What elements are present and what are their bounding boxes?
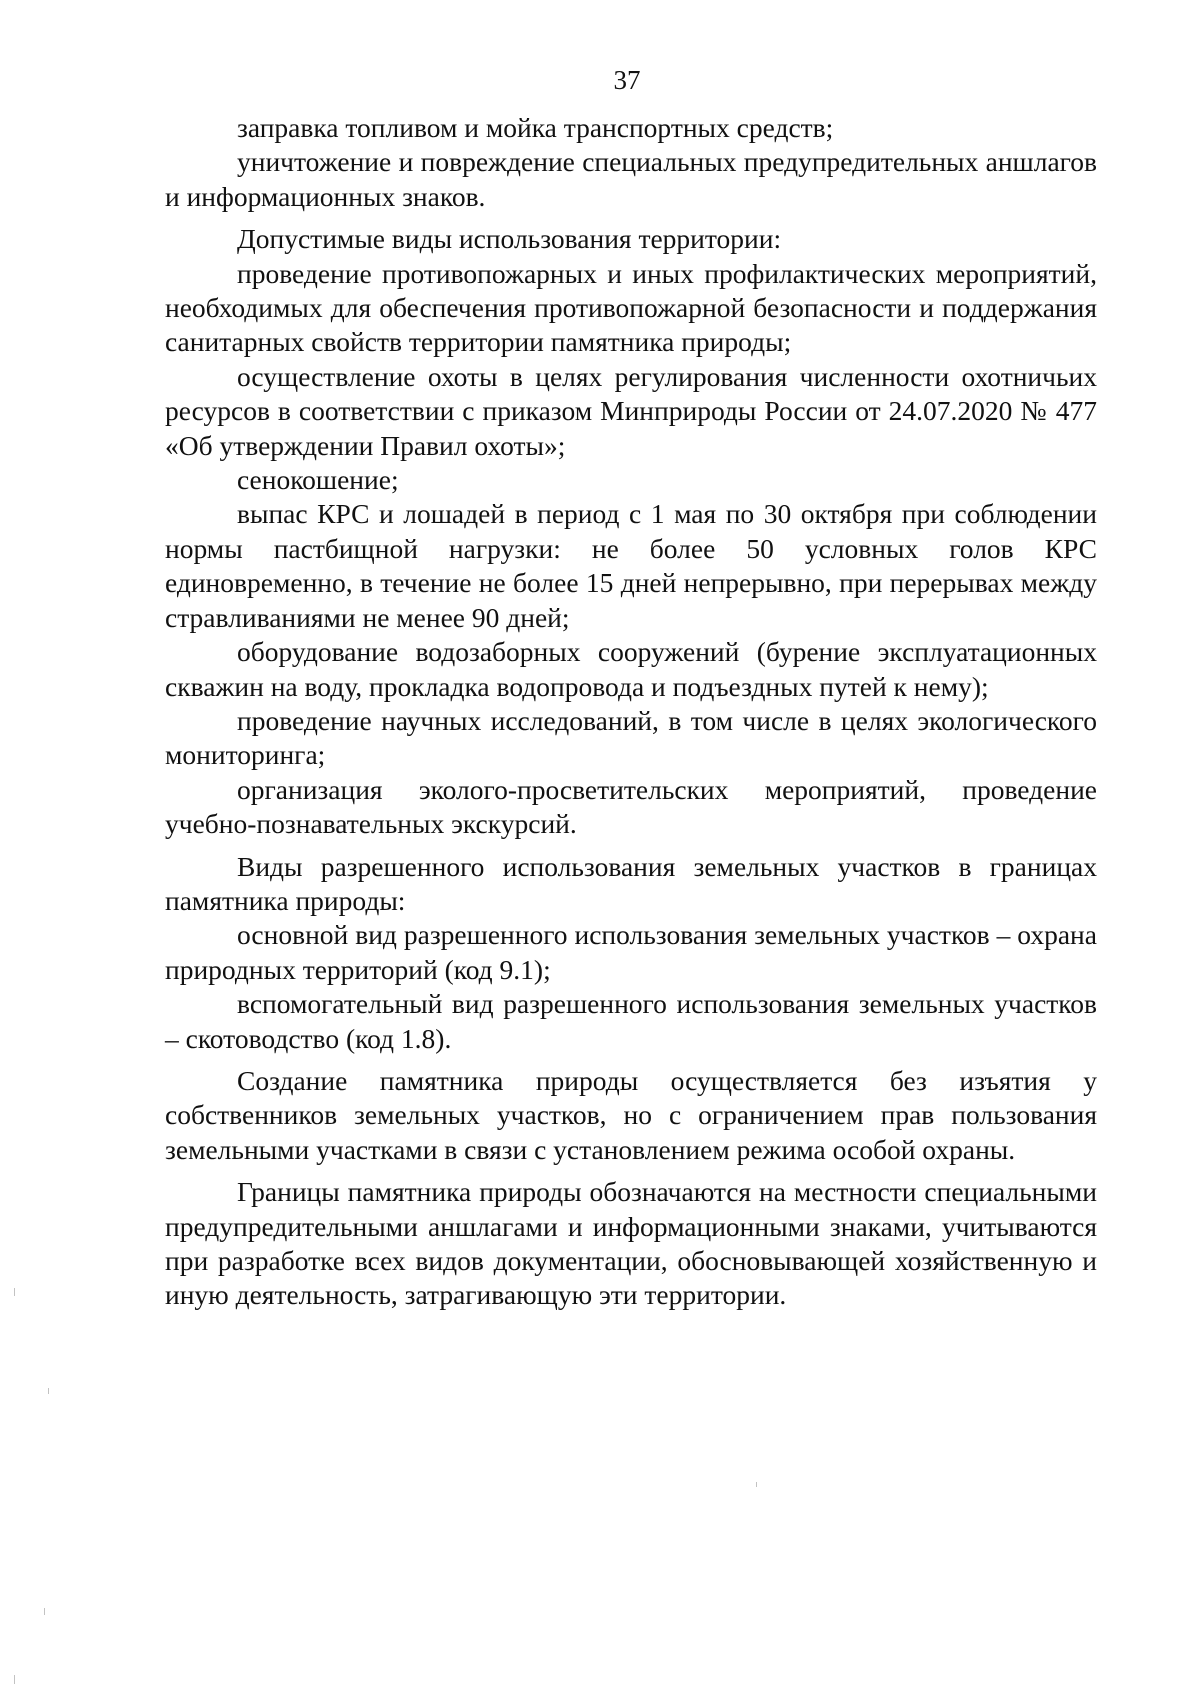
page-number: 37 <box>613 65 641 95</box>
paragraph-creation-without-seizure: Создание памятника природы осуществляется без изъятия у собственников земельных участков, но с ограничением прав пользования земельными участками в связи с установлением режима особой охраны. <box>165 1064 1097 1165</box>
paragraph-fire-prevention: проведение противопожарных и иных профилактических мероприятий, необходимых для обеспечения противопожарной безопасности и поддержания санитарных свойств территории памятника природы; <box>165 257 1097 358</box>
document-body <box>165 111 1097 1313</box>
scan-speck <box>48 1388 49 1394</box>
paragraph-ecological-education: организация эколого-просветительских мероприятий, проведение учебно-познавательных экскурсий. <box>165 773 1097 840</box>
paragraph-destruction-signs: уничтожение и повреждение специальных предупредительных аншлагов и информационных знаков. <box>165 146 1097 212</box>
paragraph-auxiliary-land-use: вспомогательный вид разрешенного использования земельных участков – скотоводство (код 1.8). <box>165 988 1097 1054</box>
paragraph-grazing: выпас КРС и лошадей в период с 1 мая по 30 октября при соблюдении нормы пастбищной нагрузки: не более 50 условных голов КРС единовременно, в течение не более 15 дней непрерывно, при перерывах между стравливаниями не менее 90 дней; <box>165 498 1097 633</box>
scan-speck <box>14 1675 15 1684</box>
paragraph-water-intake: оборудование водозаборных сооружений (бурение эксплуатационных скважин на воду, прокладка водопровода и подъездных путей к нему); <box>165 636 1097 702</box>
paragraph-boundaries: Границы памятника природы обозначаются на местности специальными предупредительными аншлагами и информационными знаками, учитываются при разработке всех видов документации, обосновывающей хозяйственную и иную деятельность, затрагивающую эти территории. <box>165 1176 1097 1311</box>
scan-speck <box>756 1482 757 1487</box>
paragraph-main-land-use: основной вид разрешенного использования земельных участков – охрана природных территорий (код 9.1); <box>165 919 1097 985</box>
paragraph-fuel-washing: заправка топливом и мойка транспортных средств; <box>237 112 834 143</box>
scan-speck <box>14 1288 15 1296</box>
paragraph-allowed-uses-heading: Допустимые виды использования территории: <box>237 223 782 255</box>
scan-speck <box>44 1608 45 1615</box>
paragraph-research: проведение научных исследований, в том числе в целях экологического мониторинга; <box>165 704 1097 771</box>
paragraph-haymaking: сенокошение; <box>237 464 399 496</box>
paragraph-land-use-heading: Виды разрешенного использования земельных участков в границах памятника природы: <box>165 850 1097 916</box>
paragraph-hunting: осуществление охоты в целях регулирования численности охотничьих ресурсов в соответствии с приказом Минприроды России от 24.07.2020 № 477 «Об утверждении Правил охоты»; <box>165 360 1097 461</box>
